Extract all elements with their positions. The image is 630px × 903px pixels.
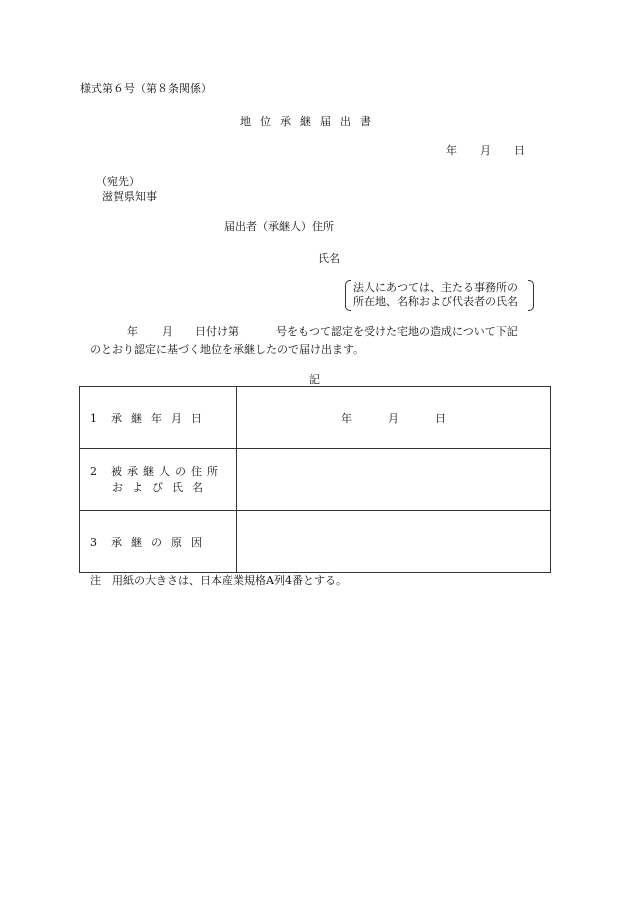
footnote: 注 用紙の大きさは、日本産業規格A列4番とする。 (90, 574, 347, 587)
addressee-label: （宛先） (96, 175, 140, 188)
field-month: 月 (388, 411, 399, 425)
table-row (80, 511, 551, 573)
date-day-label: 日 (514, 144, 525, 157)
body-text-line1 (127, 326, 518, 337)
row-label-line2: および氏名 (112, 480, 212, 494)
form-number: 様式第６号（第８条関係） (80, 82, 212, 95)
corporation-note-line1: 法人にあつては、主たる事務所の (353, 281, 518, 294)
record-table (79, 386, 551, 573)
succession-date-label (80, 387, 237, 449)
date-year-label: 年 (446, 144, 457, 157)
row-label: 承継の原因 (111, 535, 211, 549)
record-heading: 記 (309, 373, 320, 386)
body-day-prefix: 日付け第 (195, 325, 239, 338)
applicant-name-label: 氏名 (318, 252, 340, 265)
applicant-address-label: 届出者（承継人）住所 (224, 220, 334, 233)
table-row (80, 387, 551, 449)
body-text: 号をもつて認定を受けた宅地の造成について下記 (276, 325, 518, 338)
succession-reason-field[interactable] (237, 511, 551, 573)
table-row (80, 449, 551, 511)
body-text-line2: のとおり認定に基づく地位を承継したので届け出ます。 (90, 343, 365, 356)
succession-date-field[interactable] (237, 387, 551, 449)
body-month: 月 (162, 325, 173, 338)
submission-date (446, 145, 525, 156)
row-number: 1 (90, 411, 97, 425)
corporation-note-line2: 所在地、名称および代表者の氏名 (353, 295, 518, 308)
left-bracket (345, 280, 351, 311)
row-label-line1: 被承継人の住所 (111, 464, 223, 478)
body-year: 年 (127, 325, 138, 338)
succession-reason-label (80, 511, 237, 573)
predecessor-label (80, 449, 237, 511)
row-number: 2 (90, 464, 97, 478)
date-month-label: 月 (480, 144, 491, 157)
field-day: 日 (435, 411, 446, 425)
field-year: 年 (341, 411, 352, 425)
row-label: 承継年月日 (111, 411, 211, 425)
document-title: 地位承継届出書 (240, 115, 380, 128)
corporation-note (345, 280, 534, 310)
addressee-name: 滋賀県知事 (102, 190, 157, 203)
row-number: 3 (90, 535, 97, 549)
predecessor-field[interactable] (237, 449, 551, 511)
right-bracket (528, 280, 534, 311)
